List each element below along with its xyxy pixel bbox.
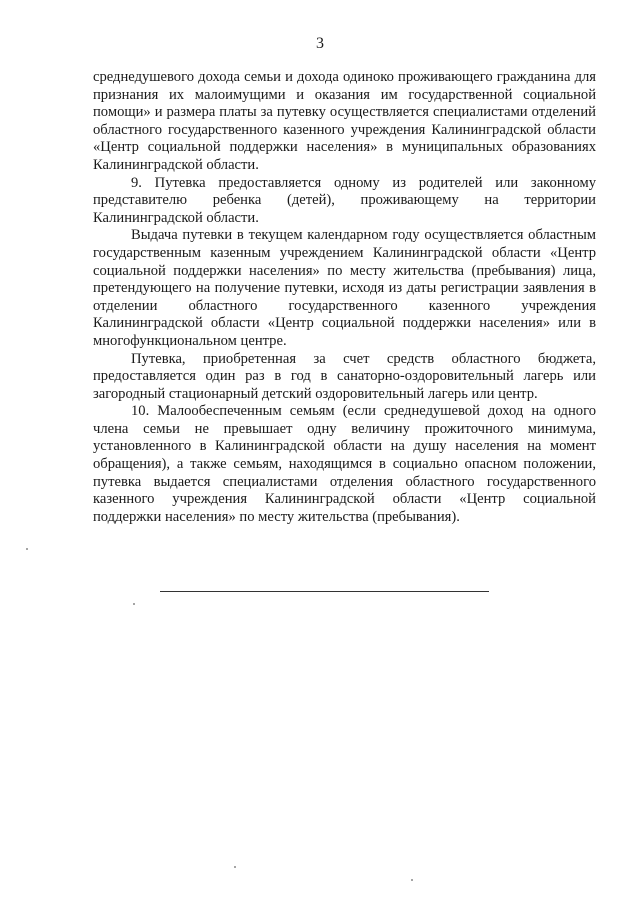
scan-speck	[234, 866, 236, 868]
scan-speck	[411, 879, 413, 881]
scan-speck	[133, 603, 135, 605]
paragraph-item-9: 9. Путевка предоставляется одному из родителей или законному представителю ребенка (детей), проживающему на территории Калининградской области.	[93, 174, 596, 226]
closing-separator-line	[160, 591, 489, 592]
paragraph-issuance: Выдача путевки в текущем календарном году осуществляется областным государственным казенным учреждением Калининградской области «Центр социальной поддержки населения» по месту жительства (пребывания) лица, претендующего на получение путевки, исходя из даты регистрации заявления в отделении областного государственного казенного учреждения Калининградской области «Центр социальной поддержки населения» или в многофункциональном центре.	[93, 227, 596, 349]
page-number: 3	[316, 35, 324, 52]
paragraph-continuation: среднедушевого дохода семьи и дохода одиноко проживающего гражданина для признания их малоимущими и оказания им государственной социальной помощи» и размера платы за путевку осуществляется специалистами отделений областного государственного казенного учреждения Калининградской области «Центр социальной поддержки населения» в муниципальных образованиях Калининградской области.	[93, 69, 596, 173]
scan-speck	[26, 548, 28, 550]
paragraph-budget: Путевка, приобретенная за счет средств областного бюджета, предоставляется один раз в год в санаторно-оздоровительный лагерь или загородный стационарный детский оздоровительный лагерь или центр.	[93, 350, 596, 402]
paragraph-item-10: 10. Малообеспеченным семьям (если среднедушевой доход на одного члена семьи не превышает одну величину прожиточного минимума, установленного в Калининградской области на душу населения на момент обращения), а также семьям, находящимся в социально опасном положении, путевка выдается специалистами отделения областного государственного казенного учреждения Калининградской области «Центр социальной поддержки населения» по месту жительства (пребывания).	[93, 403, 596, 525]
document-body	[93, 69, 596, 526]
